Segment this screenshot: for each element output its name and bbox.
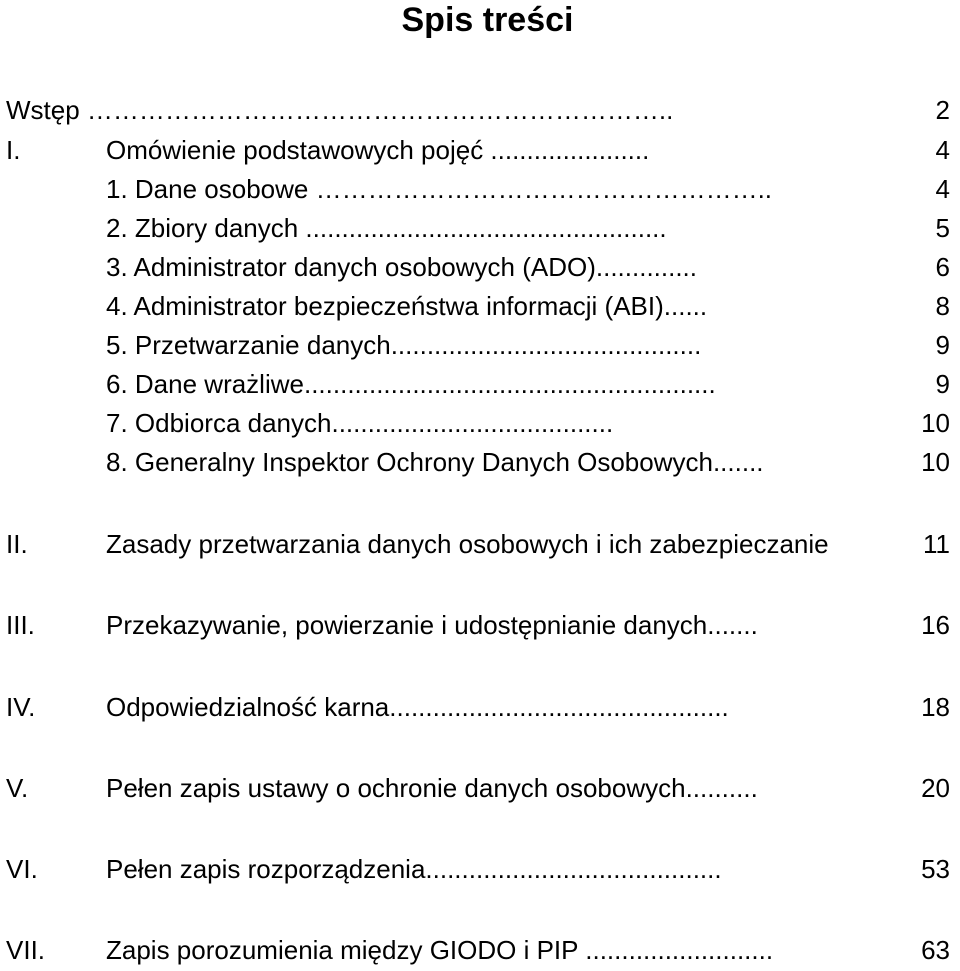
toc-entry-text: Wstęp …………………………………………………………..: [6, 95, 674, 125]
toc-entry-page: 11: [923, 529, 950, 559]
toc-entry: [0, 132, 960, 168]
toc-entry-text: 3. Administrator danych osobowych (ADO)..............: [106, 252, 698, 282]
toc-entry-page: 10: [921, 408, 950, 438]
toc-entry-text: Omówienie podstawowych pojęć ......................: [106, 135, 650, 165]
toc-entry-page: 18: [921, 692, 950, 722]
toc-entry: [0, 770, 960, 806]
toc-entry-number: IV.: [6, 692, 36, 722]
toc-entry: [0, 92, 960, 128]
toc-entry-page: 4: [935, 174, 950, 204]
toc-entry: [0, 366, 960, 402]
toc-entry-page: 20: [921, 773, 950, 803]
toc-entry: [0, 526, 960, 562]
toc-entry: [0, 288, 960, 324]
toc-entry-number: I.: [6, 135, 21, 165]
toc-entry-text: Zapis porozumienia między GIODO i PIP ..........................: [106, 935, 774, 965]
toc-entry-text: Odpowiedzialność karna...............................................: [106, 692, 729, 722]
toc-entry-number: II.: [6, 529, 28, 559]
toc-entry-page: 6: [935, 252, 950, 282]
toc-entry: [0, 689, 960, 725]
toc-entry-page: 53: [921, 854, 950, 884]
toc-entry-page: 9: [935, 369, 950, 399]
toc-entry: [0, 249, 960, 285]
toc-entry: [0, 171, 960, 207]
toc-entry: [0, 405, 960, 441]
toc-entry-number: V.: [6, 773, 29, 803]
toc-entry-text: 2. Zbiory danych ..................................................: [106, 213, 667, 243]
toc-entry-text: 4. Administrator bezpieczeństwa informacji (ABI)......: [106, 291, 708, 321]
toc-entry-page: 2: [935, 95, 950, 125]
toc-entry: [0, 444, 960, 480]
toc-entry-page: 9: [935, 330, 950, 360]
toc-entry-page: 16: [921, 610, 950, 640]
toc-entry-text: Pełen zapis ustawy o ochronie danych osobowych..........: [106, 773, 758, 803]
toc-entry-page: 63: [921, 935, 950, 965]
toc-entry-text: 1. Dane osobowe ……………………………………………..: [106, 174, 773, 204]
toc-entry-number: III.: [6, 610, 35, 640]
toc-entry-number: VI.: [6, 854, 38, 884]
toc-entry-text: 5. Przetwarzanie danych...........................................: [106, 330, 702, 360]
toc-entry-text: 8. Generalny Inspektor Ochrony Danych Osobowych.......: [106, 447, 764, 477]
toc-entry-page: 8: [935, 291, 950, 321]
toc-entry: [0, 210, 960, 246]
toc-entry-text: 7. Odbiorca danych.......................................: [106, 408, 614, 438]
toc-entry: [0, 932, 960, 968]
toc-entry-number: VII.: [6, 935, 46, 965]
toc-entry-page: 4: [935, 135, 950, 165]
toc-entry: [0, 607, 960, 643]
toc-entry-page: 10: [921, 447, 950, 477]
toc-entry-page: 5: [935, 213, 950, 243]
toc-entry-text: Zasady przetwarzania danych osobowych i ich zabezpieczanie: [106, 529, 829, 559]
toc-entry-text: 6. Dane wrażliwe.........................................................: [106, 369, 716, 399]
toc-entry: [0, 851, 960, 887]
page-title: Spis treści: [401, 1, 574, 39]
toc-entry-text: Przekazywanie, powierzanie i udostępnianie danych.......: [106, 610, 758, 640]
toc-entry: [0, 327, 960, 363]
toc-entry-text: Pełen zapis rozporządzenia.........................................: [106, 854, 722, 884]
